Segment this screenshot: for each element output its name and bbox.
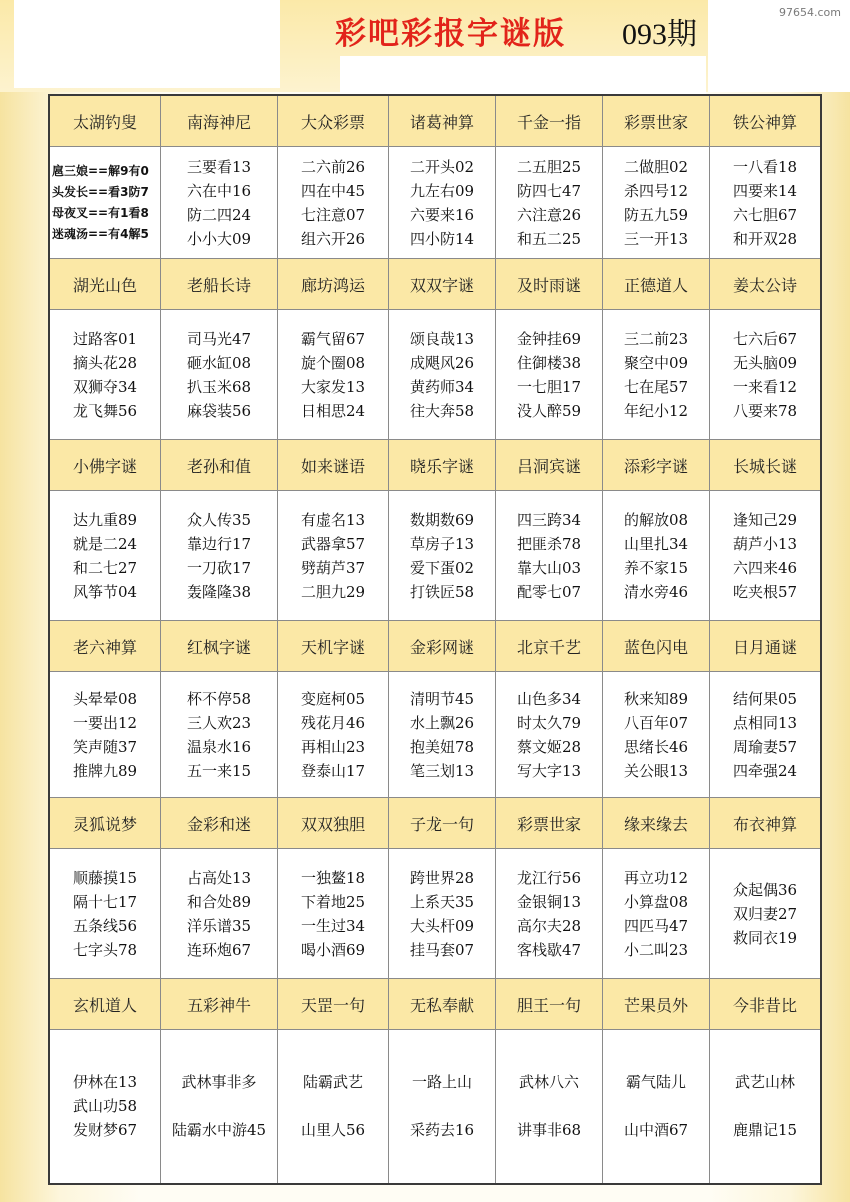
table-cell (496, 491, 603, 621)
cell-line: 下着地25 (300, 892, 366, 911)
cell-line: 时太久79 (516, 713, 582, 732)
cell-line: 母夜叉==有1看8 (52, 205, 149, 220)
cell-line: 武山功58 (72, 1097, 138, 1116)
column-header: 双双字谜 (389, 259, 496, 310)
column-header: 大众彩票 (278, 95, 389, 147)
cell-line: 大家发13 (300, 377, 366, 396)
cell-line: 四要来14 (732, 181, 798, 200)
cell-line: 写大字13 (516, 761, 582, 780)
cell-line: 过路客01 (72, 329, 138, 348)
table-cell (710, 491, 822, 621)
cell-line: 小二叫23 (623, 940, 689, 959)
cell-line: 防四七47 (516, 181, 582, 200)
table-cell (603, 1030, 710, 1184)
table-cell (496, 1030, 603, 1184)
cell-line: 连环炮67 (186, 940, 252, 959)
cell-line: 五条线56 (72, 916, 138, 935)
cell-line: 思绪长46 (623, 737, 689, 756)
header-row (49, 798, 821, 849)
cell-line: 八要来78 (732, 401, 798, 420)
cell-line: 二开头02 (409, 157, 475, 176)
cell-line (496, 1094, 602, 1118)
cell-line: 达九重89 (72, 510, 138, 529)
cell-line: 六四来46 (732, 558, 798, 577)
cell-line (710, 1094, 820, 1118)
cell-line: 数期数69 (409, 510, 475, 529)
cell-line: 六在中16 (186, 181, 252, 200)
cell-line: 二胆九29 (300, 582, 366, 601)
cell-line: 七字头78 (72, 940, 138, 959)
cell-line: 鹿鼎记15 (732, 1121, 798, 1140)
cell-line: 隔十七17 (72, 892, 138, 911)
table-cell (278, 310, 389, 440)
cell-line: 双狮夺34 (72, 377, 138, 396)
column-header: 晓乐字谜 (389, 440, 496, 491)
cell-line: 一独鳌18 (300, 868, 366, 887)
cell-line: 杯不停58 (186, 689, 252, 708)
column-header: 老孙和值 (161, 440, 278, 491)
cell-line: 大头杆09 (409, 916, 475, 935)
cell-line: 没人醉59 (516, 401, 582, 420)
table-cell (710, 310, 822, 440)
cell-line: 三二前23 (623, 329, 689, 348)
table-cell (278, 147, 389, 259)
column-header: 南海神尼 (161, 95, 278, 147)
cell-line: 砸水缸08 (186, 353, 252, 372)
cell-line: 一要出12 (72, 713, 138, 732)
table-cell (49, 491, 161, 621)
cell-line: 四匹马47 (623, 916, 689, 935)
column-header: 及时雨谜 (496, 259, 603, 310)
column-header: 天机字谜 (278, 621, 389, 672)
column-header: 子龙一句 (389, 798, 496, 849)
cell-line: 山里扎34 (623, 534, 689, 553)
column-header: 双双独胆 (278, 798, 389, 849)
cell-line: 跨世界28 (409, 868, 475, 887)
cell-line: 四小防14 (409, 229, 475, 248)
cell-line: 七注意07 (300, 205, 366, 224)
cell-line: 靠大山03 (516, 558, 582, 577)
cell-line: 三要看13 (186, 157, 252, 176)
column-header: 胆王一句 (496, 979, 603, 1030)
cell-line: 六注意26 (516, 205, 582, 224)
table-cell (161, 849, 278, 979)
cell-line: 清明节45 (409, 689, 475, 708)
watermark: 97654.com (776, 6, 844, 19)
cell-line: 防五九59 (623, 205, 689, 224)
column-header: 老六神算 (49, 621, 161, 672)
cell-line: 有虚名13 (300, 510, 366, 529)
cell-line: 采药去16 (409, 1121, 475, 1140)
cell-line: 把匪杀78 (516, 534, 582, 553)
cell-line: 变庭柯05 (300, 689, 366, 708)
column-header: 北京千艺 (496, 621, 603, 672)
cell-line: 残花月46 (300, 713, 366, 732)
cell-line: 笔三划13 (409, 761, 475, 780)
cell-line: 龙江行56 (516, 868, 582, 887)
blank-patch (14, 0, 280, 88)
cell-line: 推牌九89 (72, 761, 138, 780)
cell-line: 双归妻27 (732, 904, 798, 923)
cell-line: 和合处89 (186, 892, 252, 911)
cell-line: 吃夹根57 (732, 582, 798, 601)
cell-line: 风筝节04 (72, 582, 138, 601)
column-header: 缘来缘去 (603, 798, 710, 849)
cell-line: 众人传35 (186, 510, 252, 529)
cell-line: 日相思24 (300, 401, 366, 420)
cell-line: 挂马套07 (409, 940, 475, 959)
cell-line: 往大奔58 (409, 401, 475, 420)
table-row (49, 1030, 821, 1184)
cell-line: 小小大09 (186, 229, 252, 248)
cell-line: 和二七27 (72, 558, 138, 577)
table-cell (389, 672, 496, 798)
cell-line: 葫芦小13 (732, 534, 798, 553)
table-cell (161, 310, 278, 440)
cell-line (603, 1094, 709, 1118)
cell-line: 金钟挂69 (516, 329, 582, 348)
table-cell (278, 491, 389, 621)
column-header: 千金一指 (496, 95, 603, 147)
column-header: 金彩和迷 (161, 798, 278, 849)
cell-line: 一刀砍17 (186, 558, 252, 577)
cell-line: 霸气留67 (300, 329, 366, 348)
table-cell (603, 310, 710, 440)
cell-line: 登泰山17 (300, 761, 366, 780)
cell-line: 四三跨34 (516, 510, 582, 529)
page-title: 彩吧彩报字谜版 (335, 16, 566, 52)
cell-line: 清水旁46 (623, 582, 689, 601)
cell-line: 麻袋装56 (186, 401, 252, 420)
cell-line: 再相山23 (300, 737, 366, 756)
cell-line: 二做胆02 (623, 157, 689, 176)
cell-line: 逢知己29 (732, 510, 798, 529)
cell-line: 山色多34 (516, 689, 582, 708)
table-cell (389, 147, 496, 259)
cell-line: 一七胆17 (516, 377, 582, 396)
cell-line: 武林八六 (518, 1073, 579, 1092)
cell-line: 就是二24 (72, 534, 138, 553)
table-row (49, 310, 821, 440)
cell-line: 一生过34 (300, 916, 366, 935)
cell-line: 的解放08 (623, 510, 689, 529)
column-header: 彩票世家 (496, 798, 603, 849)
cell-line: 七六后67 (732, 329, 798, 348)
cell-line: 颂良哉13 (409, 329, 475, 348)
cell-line: 金银铜13 (516, 892, 582, 911)
cell-line: 一路上山 (411, 1073, 472, 1092)
cell-line: 头发长==看3防7 (52, 184, 149, 199)
table-row (49, 849, 821, 979)
column-header: 铁公神算 (710, 95, 822, 147)
column-header: 天罡一句 (278, 979, 389, 1030)
column-header: 红枫字谜 (161, 621, 278, 672)
cell-line: 笑声随37 (72, 737, 138, 756)
cell-line: 住御楼38 (516, 353, 582, 372)
cell-line: 二五胆25 (516, 157, 582, 176)
cell-line: 讲事非68 (516, 1121, 582, 1140)
cell-line: 九左右09 (409, 181, 475, 200)
cell-line: 上系天35 (409, 892, 475, 911)
table-cell (49, 147, 161, 259)
cell-line: 陆霸水中游45 (171, 1121, 267, 1140)
header-row (49, 440, 821, 491)
cell-line: 扒玉米68 (186, 377, 252, 396)
cell-line: 蔡文姬28 (516, 737, 582, 756)
cell-line: 点相同13 (732, 713, 798, 732)
table-cell (496, 147, 603, 259)
cell-line: 三人欢23 (186, 713, 252, 732)
column-header: 正德道人 (603, 259, 710, 310)
header-row (49, 621, 821, 672)
table-cell (278, 849, 389, 979)
column-header: 布衣神算 (710, 798, 822, 849)
table-cell (603, 849, 710, 979)
cell-line: 养不家15 (623, 558, 689, 577)
table-cell (389, 491, 496, 621)
table-cell (603, 672, 710, 798)
cell-line: 头晕晕08 (72, 689, 138, 708)
cell-line: 二六前26 (300, 157, 366, 176)
cell-line: 杀四号12 (623, 181, 689, 200)
cell-line: 救同衣19 (732, 928, 798, 947)
cell-line: 爱下蛋02 (409, 558, 475, 577)
cell-line: 六要来16 (409, 205, 475, 224)
issue-number: 093期 (622, 18, 697, 51)
cell-line: 四牵强24 (732, 761, 798, 780)
table-cell (389, 310, 496, 440)
table-row (49, 672, 821, 798)
column-header: 今非昔比 (710, 979, 822, 1030)
cell-line: 和五二25 (516, 229, 582, 248)
cell-line: 一八看18 (732, 157, 798, 176)
column-header: 日月通谜 (710, 621, 822, 672)
cell-line: 草房子13 (409, 534, 475, 553)
table-cell (49, 310, 161, 440)
cell-line: 八百年07 (623, 713, 689, 732)
cell-line: 发财梦67 (72, 1121, 138, 1140)
cell-line: 旋个圈08 (300, 353, 366, 372)
column-header: 五彩神牛 (161, 979, 278, 1030)
table-cell (710, 672, 822, 798)
cell-line: 打铁匠58 (409, 582, 475, 601)
table-row (49, 147, 821, 259)
cell-line: 防二四24 (186, 205, 252, 224)
cell-line: 关公眼13 (623, 761, 689, 780)
column-header: 湖光山色 (49, 259, 161, 310)
table-cell (389, 1030, 496, 1184)
table-cell (710, 147, 822, 259)
cell-line: 黄药师34 (409, 377, 475, 396)
column-header: 灵狐说梦 (49, 798, 161, 849)
table-cell (496, 672, 603, 798)
cell-line: 顺藤摸15 (72, 868, 138, 887)
header-row (49, 979, 821, 1030)
cell-line: 五一来15 (186, 761, 252, 780)
table-cell (496, 849, 603, 979)
cell-line: 劈葫芦37 (300, 558, 366, 577)
cell-line: 喝小酒69 (300, 940, 366, 959)
cell-line: 司马光47 (186, 329, 252, 348)
column-header: 姜太公诗 (710, 259, 822, 310)
cell-line: 扈三娘==解9有0 (52, 163, 149, 178)
cell-line: 武器拿57 (300, 534, 366, 553)
cell-line: 抱美妞78 (409, 737, 475, 756)
column-header: 小佛字谜 (49, 440, 161, 491)
cell-line: 水上飘26 (409, 713, 475, 732)
cell-line: 占高处13 (186, 868, 252, 887)
cell-line: 武林事非多 (181, 1073, 257, 1092)
column-header: 长城长谜 (710, 440, 822, 491)
column-header: 添彩字谜 (603, 440, 710, 491)
cell-line: 霸气陆儿 (625, 1073, 686, 1092)
cell-line: 迷魂汤==有4解5 (52, 226, 149, 241)
cell-line: 六七胆67 (732, 205, 798, 224)
cell-line: 小算盘08 (623, 892, 689, 911)
column-header: 吕洞宾谜 (496, 440, 603, 491)
cell-line: 一来看12 (732, 377, 798, 396)
column-header: 太湖钓叟 (49, 95, 161, 147)
cell-line (278, 1094, 388, 1118)
column-header: 芒果员外 (603, 979, 710, 1030)
cell-line: 秋来知89 (623, 689, 689, 708)
column-header: 无私奉献 (389, 979, 496, 1030)
cell-line: 周瑜妻57 (732, 737, 798, 756)
cell-line: 龙飞舞56 (72, 401, 138, 420)
puzzle-table (48, 94, 822, 1185)
table-cell (161, 1030, 278, 1184)
cell-line: 山中酒67 (623, 1121, 689, 1140)
table-cell (161, 491, 278, 621)
table-cell (710, 849, 822, 979)
cell-line: 山里人56 (300, 1121, 366, 1140)
blank-patch (340, 56, 706, 96)
column-header: 诸葛神算 (389, 95, 496, 147)
cell-line: 摘头花28 (72, 353, 138, 372)
header-row (49, 259, 821, 310)
column-header: 老船长诗 (161, 259, 278, 310)
cell-line: 靠边行17 (186, 534, 252, 553)
cell-line: 和开双28 (732, 229, 798, 248)
cell-line: 洋乐谱35 (186, 916, 252, 935)
table-cell (496, 310, 603, 440)
table-cell (603, 491, 710, 621)
cell-line: 陆霸武艺 (302, 1073, 363, 1092)
header-row (49, 95, 821, 147)
table-cell (278, 672, 389, 798)
cell-line: 七在尾57 (623, 377, 689, 396)
column-header: 彩票世家 (603, 95, 710, 147)
cell-line: 结何果05 (732, 689, 798, 708)
cell-line: 众起偶36 (732, 880, 798, 899)
cell-line: 成飓风26 (409, 353, 475, 372)
column-header: 廊坊鸿运 (278, 259, 389, 310)
cell-line: 四在中45 (300, 181, 366, 200)
cell-line (389, 1094, 495, 1118)
column-header: 玄机道人 (49, 979, 161, 1030)
table-cell (161, 672, 278, 798)
cell-line: 聚空中09 (623, 353, 689, 372)
cell-line: 武艺山林 (734, 1073, 795, 1092)
table-cell (710, 1030, 822, 1184)
cell-line: 组六开26 (300, 229, 366, 248)
table-cell (49, 672, 161, 798)
table-row (49, 491, 821, 621)
cell-line: 无头脑09 (732, 353, 798, 372)
column-header: 金彩网谜 (389, 621, 496, 672)
table-cell (161, 147, 278, 259)
cell-line: 高尔夫28 (516, 916, 582, 935)
table-cell (278, 1030, 389, 1184)
table-cell (49, 849, 161, 979)
cell-line: 三一开13 (623, 229, 689, 248)
table-cell (603, 147, 710, 259)
cell-line: 伊林在13 (72, 1073, 138, 1092)
column-header: 如来谜语 (278, 440, 389, 491)
cell-line: 轰隆隆38 (186, 582, 252, 601)
cell-line (161, 1094, 277, 1118)
table-cell (49, 1030, 161, 1184)
cell-line: 温泉水16 (186, 737, 252, 756)
cell-line: 年纪小12 (623, 401, 689, 420)
cell-line: 再立功12 (623, 868, 689, 887)
cell-line: 配零七07 (516, 582, 582, 601)
column-header: 蓝色闪电 (603, 621, 710, 672)
cell-line: 客栈歇47 (516, 940, 582, 959)
table-cell (389, 849, 496, 979)
